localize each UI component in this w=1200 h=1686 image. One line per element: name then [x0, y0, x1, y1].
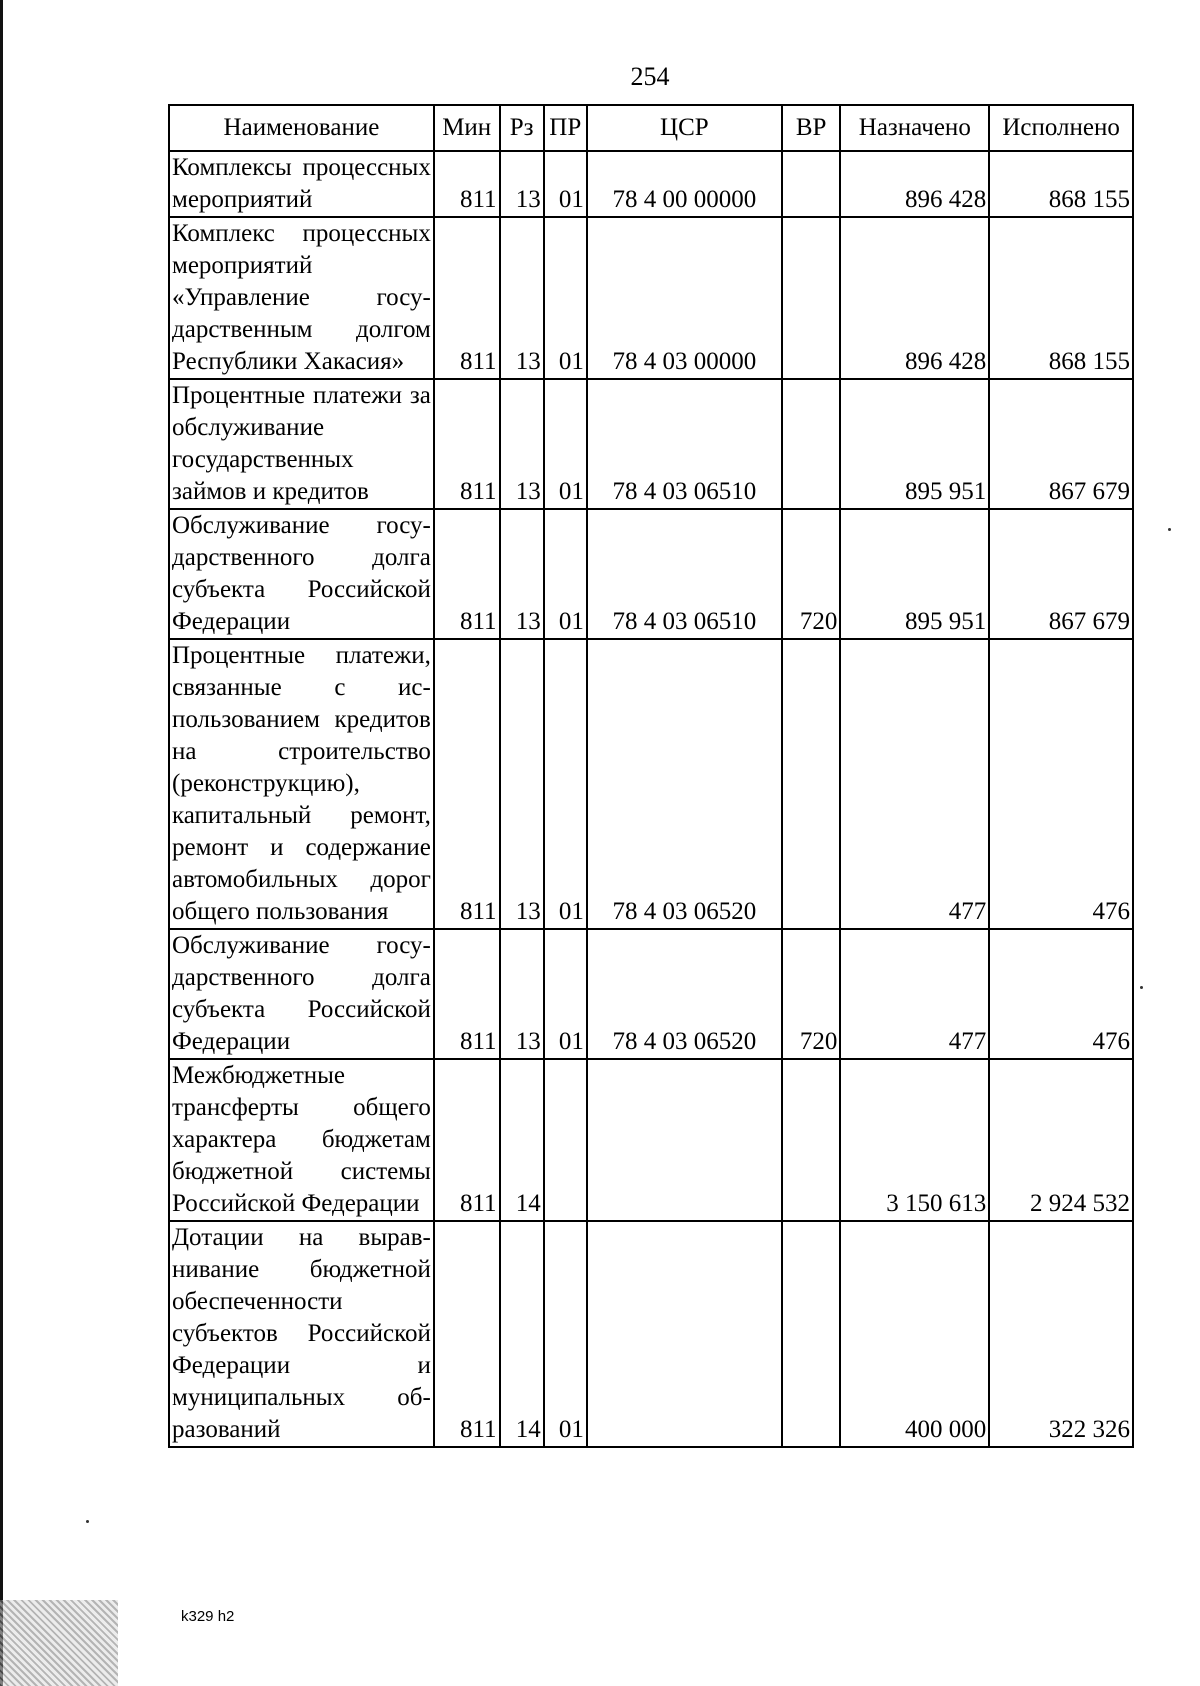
row-executed: 867 679	[989, 379, 1133, 509]
row-executed: 476	[989, 929, 1133, 1059]
row-vr: 720	[782, 509, 841, 639]
row-pr: 01	[544, 639, 587, 929]
row-vr	[782, 1221, 841, 1447]
row-name: Процентные платежи, связанные с использованием кредитов на строительство (реконструкцию), капитальный ремонт, ремонт и содержание автомобильных дорог общего пользования	[169, 639, 434, 929]
row-csr: 78 4 03 06510	[587, 379, 782, 509]
row-min: 811	[434, 509, 500, 639]
row-executed: 476	[989, 639, 1133, 929]
row-vr	[782, 217, 841, 379]
row-min: 811	[434, 1221, 500, 1447]
row-name: Комплексы процессных мероприятий	[169, 151, 434, 217]
scan-speck	[1140, 986, 1143, 989]
row-rz: 13	[500, 509, 544, 639]
row-executed: 867 679	[989, 509, 1133, 639]
row-min: 811	[434, 929, 500, 1059]
row-name: Дотации на выравнивание бюджетной обеспеченности субъектов Российской Федерации и муниципальных образований	[169, 1221, 434, 1447]
row-assigned: 895 951	[840, 509, 989, 639]
row-csr: 78 4 03 06520	[587, 929, 782, 1059]
row-csr: 78 4 03 00000	[587, 217, 782, 379]
row-pr	[544, 1059, 587, 1221]
row-assigned: 896 428	[840, 151, 989, 217]
table-row	[169, 379, 1133, 509]
row-min: 811	[434, 379, 500, 509]
row-rz: 14	[500, 1221, 544, 1447]
scan-speck	[1168, 528, 1171, 531]
row-vr	[782, 151, 841, 217]
row-min: 811	[434, 217, 500, 379]
row-assigned: 477	[840, 639, 989, 929]
row-assigned: 400 000	[840, 1221, 989, 1447]
row-assigned: 3 150 613	[840, 1059, 989, 1221]
row-csr: 78 4 00 00000	[587, 151, 782, 217]
row-pr: 01	[544, 151, 587, 217]
table-row	[169, 509, 1133, 639]
header-pr: ПР	[544, 105, 587, 151]
row-rz: 13	[500, 639, 544, 929]
row-name: Процентные платежи за обслуживание государственных займов и кредитов	[169, 379, 434, 509]
header-min: Мин	[434, 105, 500, 151]
row-rz: 13	[500, 217, 544, 379]
row-executed: 868 155	[989, 151, 1133, 217]
row-vr	[782, 639, 841, 929]
row-csr: 78 4 03 06510	[587, 509, 782, 639]
row-pr: 01	[544, 379, 587, 509]
row-executed: 2 924 532	[989, 1059, 1133, 1221]
row-vr: 720	[782, 929, 841, 1059]
row-min: 811	[434, 639, 500, 929]
row-csr	[587, 1059, 782, 1221]
table-row	[169, 1221, 1133, 1447]
row-rz: 14	[500, 1059, 544, 1221]
row-assigned: 896 428	[840, 217, 989, 379]
budget-table	[168, 104, 1134, 1448]
row-min: 811	[434, 1059, 500, 1221]
header-assigned: Назначено	[840, 105, 989, 151]
row-rz: 13	[500, 379, 544, 509]
row-vr	[782, 1059, 841, 1221]
scan-smudge	[0, 1600, 118, 1686]
page-number: 254	[630, 62, 670, 91]
table-row	[169, 151, 1133, 217]
table-row	[169, 1059, 1133, 1221]
row-csr: 78 4 03 06520	[587, 639, 782, 929]
header-rz: Рз	[500, 105, 544, 151]
row-name: Межбюджетные трансферты общего характера бюджетам бюджетной системы Российской Федерации	[169, 1059, 434, 1221]
row-csr	[587, 1221, 782, 1447]
row-rz: 13	[500, 929, 544, 1059]
row-pr: 01	[544, 1221, 587, 1447]
row-pr: 01	[544, 929, 587, 1059]
row-executed: 868 155	[989, 217, 1133, 379]
row-assigned: 895 951	[840, 379, 989, 509]
scan-speck	[86, 1520, 89, 1523]
header-name: Наименование	[169, 105, 434, 151]
page-edge	[0, 0, 3, 1686]
row-executed: 322 326	[989, 1221, 1133, 1447]
row-pr: 01	[544, 509, 587, 639]
footer-code: k329 h2	[181, 1608, 235, 1625]
table-row	[169, 929, 1133, 1059]
row-name: Обслуживание государственного долга субъекта Российской Федерации	[169, 509, 434, 639]
table-row	[169, 217, 1133, 379]
table-row	[169, 639, 1133, 929]
header-vr: ВР	[782, 105, 841, 151]
row-assigned: 477	[840, 929, 989, 1059]
row-rz: 13	[500, 151, 544, 217]
row-min: 811	[434, 151, 500, 217]
header-executed: Исполнено	[989, 105, 1133, 151]
header-csr: ЦСР	[587, 105, 782, 151]
row-vr	[782, 379, 841, 509]
table-header-row	[169, 105, 1133, 151]
row-name: Обслуживание государственного долга субъекта Российской Федерации	[169, 929, 434, 1059]
row-name: Комплекс процессных мероприятий «Управление государственным долгом Республики Хакасия»	[169, 217, 434, 379]
row-pr: 01	[544, 217, 587, 379]
